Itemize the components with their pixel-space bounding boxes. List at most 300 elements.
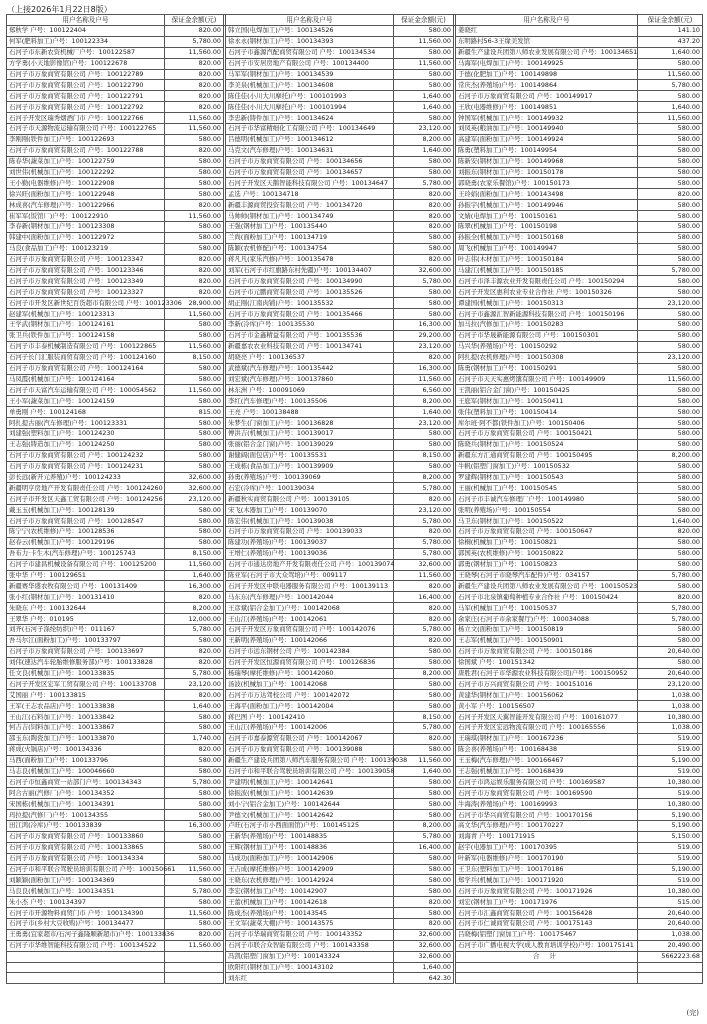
deposit-balance: 8,150.00 bbox=[165, 548, 224, 559]
deposit-balance: 580.00 bbox=[394, 69, 454, 80]
deposit-balance: 580.00 bbox=[638, 58, 703, 69]
empty-cell bbox=[7, 973, 165, 984]
deposit-balance: 519.00 bbox=[638, 853, 703, 864]
deposit-balance: 16,300.00 bbox=[394, 363, 454, 374]
table-row bbox=[7, 821, 703, 832]
deposit-balance: 141.10 bbox=[638, 26, 703, 37]
deposit-balance: 580.00 bbox=[394, 744, 454, 755]
table-row bbox=[7, 472, 703, 483]
account-name: 尹德文(机械加工)户号：100142642 bbox=[226, 810, 394, 821]
account-name: 徐兴旺(面粉加工)户号：100122948 bbox=[7, 189, 165, 200]
deposit-balance: 23,120.00 bbox=[394, 418, 454, 429]
deposit-balance: 580.00 bbox=[165, 526, 224, 537]
deposit-balance: 20,640.00 bbox=[638, 646, 703, 657]
deposit-balance: 6,560.00 bbox=[394, 385, 454, 396]
deposit-balance: 580.00 bbox=[394, 309, 454, 320]
account-name: 戴玉玉(机械加工)户号：100128139 bbox=[7, 505, 165, 516]
account-name: 马东东(汽车修理)户号：100142044 bbox=[226, 592, 394, 603]
account-name: 王海平(面粉加工)户号：100142004 bbox=[226, 701, 394, 712]
account-name: 石河子市万象商贸有限公司 户号：100123349 bbox=[7, 276, 165, 287]
table-row bbox=[7, 701, 703, 712]
table-row bbox=[7, 418, 703, 429]
account-name: 艾国丽 户号：100133815 bbox=[7, 690, 165, 701]
deposit-balance: 580.00 bbox=[638, 483, 703, 494]
account-name: 李新(冷库)户号：100135530 bbox=[226, 320, 394, 331]
account-name: 王吉成(摩托维修)户号：100142909 bbox=[226, 864, 394, 875]
account-name: 石河子市万象商贸有限公司 户号：100122791 bbox=[7, 91, 165, 102]
account-name: 余家庄(石河子市余家餐厅)户号：100034088 bbox=[456, 614, 638, 625]
table-row bbox=[7, 962, 703, 973]
deposit-balance: 580.00 bbox=[165, 418, 224, 429]
table-row bbox=[7, 831, 703, 842]
account-name: 石河子开发区天翼智能开发有限公司 户号：100161077 bbox=[456, 712, 638, 723]
account-name: 石河子长门汇服装商贸有限公司 户号：100124160 bbox=[7, 352, 165, 363]
deposit-balance: 5,780.00 bbox=[165, 36, 224, 47]
account-name: 新疆丰源商贸投资有限公司 户号：100134720 bbox=[226, 200, 394, 211]
account-name: 石河子开发区宏远物流有限公司 户号：100165556 bbox=[456, 723, 638, 734]
account-name: 李刚刚(铁件加工)户号：100122693 bbox=[7, 134, 165, 145]
account-name: 马建江(机械加工)户号：100150185 bbox=[456, 265, 638, 276]
deposit-balance: 820.00 bbox=[165, 26, 224, 37]
account-name: 孟选 户号：100134718 bbox=[226, 189, 394, 200]
account-name: 冯凯(铝塑门窗加工)户号：100143324 bbox=[226, 951, 394, 962]
account-name: 黄建华(钢材加工)户号：100156062 bbox=[456, 690, 638, 701]
account-name: 石河子市开发区新世纪百货超市有限公司 户号：100123306 bbox=[7, 298, 165, 309]
deposit-balance: 1,640.00 bbox=[638, 102, 703, 113]
deposit-balance-table bbox=[6, 14, 703, 984]
account-name: 王志军(机械加工)户号：100150901 bbox=[456, 635, 638, 646]
deposit-balance: 32,600.00 bbox=[165, 472, 224, 483]
account-name: 刘宏(钢材加工)户号：100171976 bbox=[456, 897, 638, 908]
deposit-balance: 580.00 bbox=[638, 548, 703, 559]
account-name: 王彦斌(铝合金加工)户号：100142068 bbox=[226, 603, 394, 614]
account-name: 陈春华(蔬菜加工)户号：100122759 bbox=[7, 156, 165, 167]
deposit-balance: 5,190.00 bbox=[638, 755, 703, 766]
deposit-balance: 11,560.00 bbox=[165, 940, 224, 951]
account-name: 石河子市万象商贸有限公司 户号：100133865 bbox=[7, 842, 165, 853]
account-name: 石河子市万象商贸有限公司 户号：100134656 bbox=[226, 156, 394, 167]
account-name: 石河子市万象商贸有限公司 户号：100122790 bbox=[7, 80, 165, 91]
account-name: 何吉吉(饲料加工)户号：100133867 bbox=[7, 723, 165, 734]
col1-name-header: 用户名称及户号 bbox=[7, 15, 165, 26]
account-name: 马良良(机械加工)户号：100134351 bbox=[7, 886, 165, 897]
table-row bbox=[7, 80, 703, 91]
deposit-balance: 8,150.00 bbox=[394, 450, 454, 461]
account-name: 孙振全(机械加工)户号：100150168 bbox=[456, 232, 638, 243]
deposit-balance: 820.00 bbox=[394, 189, 454, 200]
account-name: 吾布力·卡生木(汽车修理)户号：100125743 bbox=[7, 548, 165, 559]
account-name: 石河子市万象商贸有限公司 户号：100124164 bbox=[7, 363, 165, 374]
account-name: 马良(食品加工)户号：100123219 bbox=[7, 243, 165, 254]
account-name: 马军军(钢材加工)户号：100134539 bbox=[226, 69, 394, 80]
table-row bbox=[7, 428, 703, 439]
deposit-balance: 580.00 bbox=[638, 439, 703, 450]
account-name: 杨瑞琴(摩托维修)户号：100142060 bbox=[226, 668, 394, 679]
deposit-balance: 515.00 bbox=[638, 897, 703, 908]
deposit-balance: 519.00 bbox=[638, 744, 703, 755]
table-row bbox=[7, 624, 703, 635]
account-name: 石河子市华晟新能源有限公司 户号：100150301 bbox=[456, 330, 638, 341]
account-name: 陈宁宁(农机维修)户号：100128536 bbox=[7, 526, 165, 537]
deposit-balance: 580.00 bbox=[638, 200, 703, 211]
account-name: 石河子市万象商贸有限公司 户号：100123347 bbox=[7, 254, 165, 265]
deposit-balance: 580.00 bbox=[394, 799, 454, 810]
deposit-balance: 1,640.00 bbox=[394, 766, 454, 777]
account-name: 石河子市远东钢材公司 户号：100142384 bbox=[226, 646, 394, 657]
deposit-balance: 580.00 bbox=[165, 875, 224, 886]
account-name: 王增仁(养殖场)户号：100139036 bbox=[226, 548, 394, 559]
table-row bbox=[7, 450, 703, 461]
account-name: 王欣(电器维修)户号：100149851 bbox=[456, 102, 638, 113]
account-name: 王山江(养殖场)户号：100142061 bbox=[226, 614, 394, 625]
deposit-balance: 5,780.00 bbox=[394, 178, 454, 189]
account-name: 新疆秋实商贸有限公司 户号：100139105 bbox=[226, 494, 394, 505]
deposit-balance: 820.00 bbox=[165, 646, 224, 657]
deposit-balance: 5,780.00 bbox=[638, 570, 703, 581]
account-name: 石河子市万象商贸有限公司 户号：100123327 bbox=[7, 287, 165, 298]
deposit-balance: 580.00 bbox=[638, 124, 703, 135]
account-name: 石河子市万象商贸有限公司 户号：100139088 bbox=[226, 744, 394, 755]
deposit-balance: 580.00 bbox=[165, 320, 224, 331]
account-name: 石河子市万象商贸有限公司 户号：100123346 bbox=[7, 265, 165, 276]
deposit-balance: 1,640.00 bbox=[394, 91, 454, 102]
account-name: 石河子开发区恒源商贸有限公司 户号：100126836 bbox=[226, 657, 394, 668]
account-name: 玛拉提(汽修厂)户号：100134355 bbox=[7, 810, 165, 821]
deposit-balance: 820.00 bbox=[394, 603, 454, 614]
account-name: 王蕾(机械加工)户号：100142618 bbox=[226, 897, 394, 908]
account-name: 郭晓勇(农家乐餐馆)户号：100150173 bbox=[456, 178, 638, 189]
account-name: 陈颖(农机修配)户号：100134754 bbox=[226, 243, 394, 254]
account-name: 石河子市广播电视大学(成人教育培训学校)户号：100175141 bbox=[456, 940, 638, 951]
account-name: 郭勇(钢材加工)户号：100150823 bbox=[456, 559, 638, 570]
deposit-balance: 580.00 bbox=[638, 385, 703, 396]
account-name: 石河子市元鹏商贸有限公司 户号：100135526 bbox=[226, 287, 394, 298]
deposit-balance: 23,120.00 bbox=[638, 298, 703, 309]
account-name: 陈新安(钢材加工)户号：100149968 bbox=[456, 156, 638, 167]
deposit-balance: 820.00 bbox=[165, 657, 224, 668]
account-name: 石河子市仁诚商贸有限公司 户号：100175143 bbox=[456, 919, 638, 930]
account-name: 石河子市万象商贸有限公司 户号：100134990 bbox=[226, 276, 394, 287]
deposit-balance: 23,120.00 bbox=[638, 679, 703, 690]
deposit-balance: 1,640.00 bbox=[394, 407, 454, 418]
deposit-balance: 5,780.00 bbox=[638, 265, 703, 276]
account-name: 石宏(冷库)户号：100139034 bbox=[226, 483, 394, 494]
deposit-balance: 820.00 bbox=[165, 58, 224, 69]
table-row bbox=[7, 341, 703, 352]
deposit-balance: 580.00 bbox=[165, 766, 224, 777]
account-name: 石河子开发区天鹅智能科技有限公司 户号：100134647 bbox=[226, 178, 394, 189]
account-name: 马军(机械加工)户号：100150537 bbox=[456, 603, 638, 614]
account-name: 兰尚(面粉加工)户号：100134719 bbox=[226, 232, 394, 243]
account-name: 刘世伟(机械加工)户号：100122292 bbox=[7, 167, 165, 178]
account-name: 石河子市万象商贸有限公司 户号：100128547 bbox=[7, 516, 165, 527]
deposit-balance: 580.00 bbox=[394, 788, 454, 799]
deposit-balance: 580.00 bbox=[638, 145, 703, 156]
deposit-balance: 580.00 bbox=[638, 254, 703, 265]
empty-cell bbox=[7, 962, 165, 973]
account-name: 石河子开发区万象商贸有限公司 户号：100142076 bbox=[226, 624, 394, 635]
account-name: 新疆生产建设兵团第八师汽车服务有限公司 户号：100139038 bbox=[226, 755, 394, 766]
account-name: 王成栋(食品加工)户号：100139909 bbox=[226, 461, 394, 472]
deposit-balance: 8,150.00 bbox=[394, 712, 454, 723]
account-name: 郑学兵(机械加工)户号：100171920 bbox=[456, 875, 638, 886]
account-name: 石河子市天源物流运输有限公司 户号：100122765 bbox=[7, 124, 165, 135]
account-name: 石河子市万兴商贸有限公司 户号：100151016 bbox=[456, 679, 638, 690]
account-name: 罗建辉(钢材加工)户号：100150543 bbox=[456, 472, 638, 483]
account-name: 邵玉东(陶瓷加工)户号：100133870 bbox=[7, 733, 165, 744]
deposit-balance: 820.00 bbox=[638, 526, 703, 537]
table-row bbox=[7, 668, 703, 679]
account-name: 蒋巴图 户号：100142410 bbox=[226, 712, 394, 723]
deposit-balance: 580.00 bbox=[394, 701, 454, 712]
deposit-balance: 580.00 bbox=[394, 232, 454, 243]
deposit-balance: 820.00 bbox=[165, 254, 224, 265]
deposit-balance: 5,780.00 bbox=[165, 777, 224, 788]
deposit-balance: 580.00 bbox=[165, 134, 224, 145]
account-name: 彭长远(新开元养殖)户号：100124233 bbox=[7, 472, 165, 483]
account-name: 王亮 户号：100138488 bbox=[226, 407, 394, 418]
deposit-balance: 580.00 bbox=[165, 919, 224, 930]
deposit-balance: 437.20 bbox=[638, 36, 703, 47]
col2-name-header: 用户名称及户号 bbox=[226, 15, 394, 26]
account-name: 王晓东(农机修理)户号：100142924 bbox=[226, 875, 394, 886]
deposit-balance: 11,560.00 bbox=[165, 113, 224, 124]
deposit-balance: 5,780.00 bbox=[394, 483, 454, 494]
account-name: 石河子市天天实惠烤馕有限公司 户号：100149909 bbox=[456, 374, 638, 385]
deposit-balance: 580.00 bbox=[165, 243, 224, 254]
table-row bbox=[7, 505, 703, 516]
account-name: 何军(肥料加工)户号：100122334 bbox=[7, 36, 165, 47]
account-name: 赵春云(机械加工)户号：100129196 bbox=[7, 537, 165, 548]
account-name: 李红(汽车修理)户号：100135506 bbox=[226, 396, 394, 407]
account-name: 石河子市开发区天鑫工贸有限公司 户号：100124256 bbox=[7, 494, 165, 505]
deposit-balance: 820.00 bbox=[165, 265, 224, 276]
table-row bbox=[7, 222, 703, 233]
deposit-balance: 580.00 bbox=[165, 396, 224, 407]
deposit-balance: 580.00 bbox=[638, 428, 703, 439]
account-name: 阿扎提(农机修理)户号：100150308 bbox=[456, 352, 638, 363]
table-row bbox=[7, 69, 703, 80]
account-name: 牛帆(铝塑门窗加工)户号：100150532 bbox=[456, 461, 638, 472]
account-name: 阿合古丽(汽修厂)户号：100134352 bbox=[7, 788, 165, 799]
table-row bbox=[7, 614, 703, 625]
deposit-balance: 580.00 bbox=[165, 330, 224, 341]
deposit-balance: 5,780.00 bbox=[394, 537, 454, 548]
account-name: 陈亚军(石河子市大众驾培)户号：009117 bbox=[226, 570, 394, 581]
account-name: 吾马尔江(面粉加工)户号：100133797 bbox=[7, 635, 165, 646]
table-row bbox=[7, 875, 703, 886]
deposit-balance: 8,200.00 bbox=[394, 821, 454, 832]
account-name: 石河子市万象商贸有限公司 户号：100133860 bbox=[7, 831, 165, 842]
deposit-balance: 820.00 bbox=[394, 919, 454, 930]
table-row bbox=[7, 581, 703, 592]
table-row bbox=[7, 385, 703, 396]
deposit-balance: 580.00 bbox=[394, 298, 454, 309]
deposit-balance: 580.00 bbox=[394, 243, 454, 254]
table-row bbox=[7, 232, 703, 243]
account-name: 赵宇(电器加工)户号：100170395 bbox=[456, 842, 638, 853]
deposit-balance: 8,200.00 bbox=[394, 134, 454, 145]
end-mark: (完) bbox=[686, 1009, 699, 1017]
deposit-balance: 820.00 bbox=[394, 222, 454, 233]
account-name: 林成喜(汽车修理)户号：100122966 bbox=[7, 200, 165, 211]
table-row bbox=[7, 516, 703, 527]
account-name: 新疆生产建设兵团第八师农业发展有限公司 户号：100150523 bbox=[456, 581, 638, 592]
deposit-balance: 580.00 bbox=[394, 113, 454, 124]
deposit-balance: 580.00 bbox=[394, 26, 454, 37]
account-name: 刘宏斌(汽车修理)户号：100137860 bbox=[226, 374, 394, 385]
deposit-balance: 580.00 bbox=[165, 897, 224, 908]
account-name: 新疆赛华盛农牧有限公司 户号：100131409 bbox=[7, 581, 165, 592]
account-name: 新疆嘉农农业科技有限公司 户号：100134741 bbox=[226, 341, 394, 352]
account-name: 石河子市汇鑫商贸有限公司 户号：100156428 bbox=[456, 908, 638, 919]
account-name: 刘振东(钢材加工)户号：100150178 bbox=[456, 167, 638, 178]
deposit-balance: 11,560.00 bbox=[394, 570, 454, 581]
empty-cell bbox=[456, 962, 638, 973]
deposit-balance: 820.00 bbox=[165, 592, 224, 603]
account-name: 崔军军(饭馆厂)户号：100122910 bbox=[7, 211, 165, 222]
deposit-balance: 580.00 bbox=[165, 842, 224, 853]
deposit-balance: 580.00 bbox=[638, 320, 703, 331]
deposit-balance: 8,200.00 bbox=[394, 668, 454, 679]
account-name: 谭建国(机械加工)户号：100150313 bbox=[456, 298, 638, 309]
deposit-balance: 580.00 bbox=[638, 624, 703, 635]
deposit-balance: 580.00 bbox=[638, 635, 703, 646]
deposit-balance: 580.00 bbox=[394, 439, 454, 450]
deposit-balance: 11,560.00 bbox=[394, 58, 454, 69]
deposit-balance: 5,780.00 bbox=[165, 624, 224, 635]
deposit-balance: 580.00 bbox=[638, 330, 703, 341]
deposit-balance: 580.00 bbox=[638, 396, 703, 407]
table-row bbox=[7, 134, 703, 145]
deposit-balance: 580.00 bbox=[638, 134, 703, 145]
deposit-balance: 580.00 bbox=[638, 156, 703, 167]
account-name: 石河子开发区瑞秀烟酒门市 户号：100122766 bbox=[7, 113, 165, 124]
account-name: 李春新(钢材加工)户号：100123308 bbox=[7, 222, 165, 233]
account-name: 方学勇(小天地影像馆)户号：100122678 bbox=[7, 58, 165, 69]
deposit-balance: 580.00 bbox=[638, 309, 703, 320]
deposit-balance: 20,640.00 bbox=[638, 919, 703, 930]
table-row bbox=[7, 156, 703, 167]
account-name: 石河子市华兴商贸有限公司 户号：100170156 bbox=[456, 810, 638, 821]
deposit-balance: 5,780.00 bbox=[394, 276, 454, 287]
account-name: 加马拉(汽修加工)户号：100150283 bbox=[456, 320, 638, 331]
account-name: 石河子市万象商贸有限公司 户号：100122788 bbox=[7, 145, 165, 156]
account-name: 陈佳佳(小川大川摩托)户号：100101994 bbox=[226, 102, 394, 113]
deposit-balance: 820.00 bbox=[394, 614, 454, 625]
account-name: 常庆杰(养殖场)户号：100149864 bbox=[456, 80, 638, 91]
deposit-balance: 580.00 bbox=[638, 472, 703, 483]
account-name: 石河子市和平联合驾驶员培训有限公司 户号：100139058 bbox=[226, 766, 394, 777]
account-name: 陈勇(钢材加工)户号：100150291 bbox=[456, 363, 638, 374]
account-name: 新疆明亨房地产开发有限责任公司 户号：100124260 bbox=[7, 483, 165, 494]
account-name: 文婧(电焊加工)户号：100150161 bbox=[456, 211, 638, 222]
empty-cell bbox=[165, 951, 224, 962]
deposit-balance: 580.00 bbox=[638, 461, 703, 472]
deposit-balance: 580.00 bbox=[394, 80, 454, 91]
deposit-balance: 11,560.00 bbox=[165, 309, 224, 320]
account-name: 张伟(塑料加工)户号：100150414 bbox=[456, 407, 638, 418]
account-name: 王辉(钢材加工)户号：100148836 bbox=[226, 842, 394, 853]
account-name: 石河子市华富精细化工有限公司 户号：100134649 bbox=[226, 124, 394, 135]
account-name: 石河子市泽丰源农业开发有限责任公司 户号：100150294 bbox=[456, 276, 638, 287]
account-name: 石河子市万象商贸有限公司 户号：100150421 bbox=[456, 428, 638, 439]
account-name: 石河子市万象商贸有限公司 户号：100124231 bbox=[7, 461, 165, 472]
deposit-balance: 580.00 bbox=[165, 178, 224, 189]
deposit-balance: 580.00 bbox=[394, 886, 454, 897]
table-row bbox=[7, 26, 703, 37]
deposit-balance: 23,120.00 bbox=[394, 341, 454, 352]
deposit-balance: 820.00 bbox=[165, 200, 224, 211]
deposit-balance: 580.00 bbox=[165, 232, 224, 243]
account-name: 韩立国(电焊加工)户号：100134526 bbox=[226, 26, 394, 37]
table-row bbox=[7, 102, 703, 113]
deposit-balance: 580.00 bbox=[165, 831, 224, 842]
account-name: 马克文(汽车修理)户号：100134631 bbox=[226, 145, 394, 156]
account-name: 叶新军(电器维修)户号：100170190 bbox=[456, 853, 638, 864]
deposit-balance: 820.00 bbox=[165, 744, 224, 755]
deposit-balance: 519.00 bbox=[638, 875, 703, 886]
deposit-balance: 12,000.00 bbox=[165, 614, 224, 625]
deposit-balance: 820.00 bbox=[394, 352, 454, 363]
account-name: 郭国英(农机维修)户号：100150822 bbox=[456, 548, 638, 559]
deposit-balance: 23,120.00 bbox=[638, 352, 703, 363]
deposit-balance: 16,400.00 bbox=[394, 842, 454, 853]
table-row bbox=[7, 788, 703, 799]
deposit-balance: 1,740.00 bbox=[165, 733, 224, 744]
table-row bbox=[7, 733, 703, 744]
account-name: 刘建强(塑料加工)户号：100124230 bbox=[7, 428, 165, 439]
table-row bbox=[7, 799, 703, 810]
deposit-balance: 11,560.00 bbox=[165, 864, 224, 875]
deposit-balance: 11,560.00 bbox=[165, 124, 224, 135]
table-row bbox=[7, 973, 703, 984]
account-name: 刘小宁(铝合金加工)户号：100142644 bbox=[226, 799, 394, 810]
deposit-balance: 1,640.00 bbox=[165, 701, 224, 712]
account-name: 蒋凡凡(家乐汽修)户号：100135478 bbox=[226, 254, 394, 265]
deposit-balance: 580.00 bbox=[638, 222, 703, 233]
table-row bbox=[7, 657, 703, 668]
account-name: 马卫东(钢材加工)户号：100150522 bbox=[456, 516, 638, 527]
deposit-balance: 580.00 bbox=[165, 461, 224, 472]
account-name: 卢旺(石河子市小西面面馆)户号：100145125 bbox=[226, 821, 394, 832]
table-row bbox=[7, 908, 703, 919]
account-name: 王庭军(钢材加工)户号：100150411 bbox=[456, 396, 638, 407]
account-name: 韩建中(面粉加工)户号：100122972 bbox=[7, 232, 165, 243]
account-name: 新疆东方汇通商贸有限公司 户号：100150495 bbox=[456, 450, 638, 461]
deposit-balance: 580.00 bbox=[638, 232, 703, 243]
account-name: 吕晓梅(铝塑门窗加工)户号：100175467 bbox=[456, 929, 638, 940]
account-name: 马兴华(养殖场)户号：100150292 bbox=[456, 341, 638, 352]
account-name: 石河子市建昌机械设备有限公司 户号：100125200 bbox=[7, 559, 165, 570]
account-name: 石河子市万达驾校公司 户号：100142072 bbox=[226, 690, 394, 701]
deposit-balance: 5,780.00 bbox=[394, 516, 454, 527]
deposit-balance: 20,640.00 bbox=[638, 668, 703, 679]
col1-amount-header: 保证金余额(元) bbox=[165, 15, 224, 26]
account-name: 石河子市金鑫精益有限公司 户号：100135536 bbox=[226, 330, 394, 341]
account-name: 孙勇(养殖场)户号：100139069 bbox=[226, 472, 394, 483]
empty-cell bbox=[165, 962, 224, 973]
deposit-balance: 580.00 bbox=[165, 374, 224, 385]
deposit-balance: 820.00 bbox=[165, 69, 224, 80]
deposit-balance: 8,200.00 bbox=[638, 450, 703, 461]
account-name: 郑秋学 户号：100122404 bbox=[7, 26, 165, 37]
deposit-balance: 580.00 bbox=[638, 167, 703, 178]
account-name: 石河子市华瑞商贸有限公司 户号：100143352 bbox=[226, 929, 394, 940]
deposit-balance: 580.00 bbox=[394, 875, 454, 886]
deposit-balance: 10,380.00 bbox=[638, 799, 703, 810]
deposit-balance: 16,300.00 bbox=[394, 320, 454, 331]
